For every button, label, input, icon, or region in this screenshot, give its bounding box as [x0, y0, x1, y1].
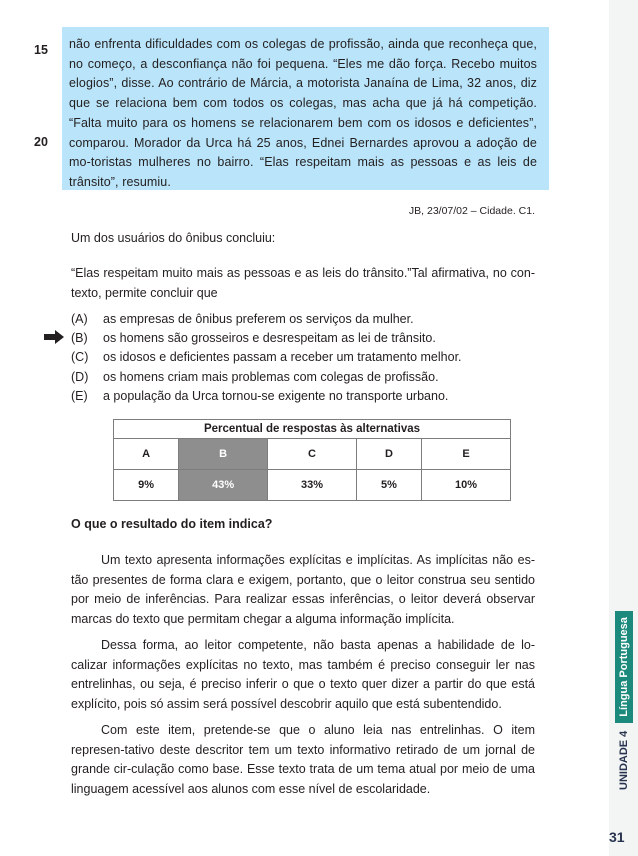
results-value-b: 43% [179, 470, 268, 501]
results-header-b: B [179, 439, 268, 470]
passage-text: não enfrenta dificuldades com os colegas de profissão, ainda que reconheça que, no começo, a desconfiança não foi pequena. “Eles me dão força. Recebo muitos elogios”, disse. Ao contrário de Márcia, a motorista Janaína de Lima, 32 anos, diz que se relaciona bem com todos os colegas, mas acha que já há competição. “Falta muito para os homens se relacionarem bem com os idosos e deficientes”, comparou. Morador da Urca há 25 anos, Ednei Bernardes aprovou a adoção de mo-toristas mulheres no bairro. “Elas respeitam mais as pessoas e as leis de trânsito”, resumiu. [69, 37, 537, 189]
alternatives-list [71, 310, 541, 406]
results-value-c: 33% [268, 470, 357, 501]
alternative-letter: (D) [71, 369, 89, 384]
alternative-text: a população da Urca tornou-se exigente no transporte urbano. [103, 388, 449, 403]
results-value-a: 9% [114, 470, 179, 501]
alternative-letter: (B) [71, 331, 88, 346]
results-header-a: A [114, 439, 179, 470]
question-statement: “Elas respeitam muito mais as pessoas e as leis do trânsito.”Tal afirmativa, no con-texto, permite concluir que [71, 266, 535, 300]
alternative-text: os idosos e deficientes passam a receber um tratamento melhor. [103, 350, 462, 365]
results-table-title: Percentual de respostas às alternativas [114, 420, 511, 439]
alternative-c [71, 348, 541, 367]
analysis-paragraph-1: Um texto apresenta informações explícitas e implícitas. As implícitas não es-tão presentes de forma clara e exigem, portanto, que o leitor construa seu sentido por meio de inferências. Para realizar essas inferências, o leitor deverá observar marcas do texto que permitam chegar a alguma informação implícita. [71, 553, 535, 626]
results-value-d: 5% [356, 470, 421, 501]
alternative-b [71, 329, 541, 348]
alternative-text: as empresas de ônibus preferem os serviços da mulher. [103, 312, 414, 326]
results-header-e: E [422, 439, 511, 470]
alternative-letter: (A) [71, 312, 88, 326]
alternative-d [71, 368, 541, 387]
results-value-row [114, 470, 511, 501]
unit-label: UNIDADE 4 [618, 730, 630, 790]
results-header-c: C [268, 439, 357, 470]
line-number-15: 15 [34, 43, 48, 57]
passage-source: JB, 23/07/02 – Cidade. C1. [408, 205, 535, 217]
results-header-row [114, 439, 511, 470]
results-value-e: 10% [422, 470, 511, 501]
page-number: 31 [609, 829, 625, 845]
analysis-paragraph-3: Com este item, pretende-se que o aluno leia nas entrelinhas. O item represen-tativo deste descritor tem um texto informativo retirado de um jornal de grande cir-culação como base. Esse texto trata de um tema atual por meio de uma linguagem acessível aos alunos com esse nível de escolaridade. [71, 723, 535, 796]
alternative-text: os homens são grosseiros e desrespeitam as lei de trânsito. [103, 331, 436, 346]
line-number-20: 20 [34, 135, 48, 149]
alternative-e [71, 387, 541, 406]
passage-box [62, 27, 549, 190]
question-intro: Um dos usuários do ônibus concluiu: [71, 231, 276, 245]
side-label [615, 611, 633, 790]
alternative-a [71, 310, 541, 329]
alternative-text: os homens criam mais problemas com colegas de profissão. [103, 369, 439, 384]
results-header-d: D [356, 439, 421, 470]
analysis-heading: O que o resultado do item indica? [71, 517, 273, 531]
alternative-letter: (E) [71, 388, 88, 403]
alternative-letter: (C) [71, 350, 89, 365]
results-table [113, 419, 511, 501]
subject-label: Língua Portuguesa [615, 611, 633, 723]
arrow-right-icon [44, 330, 64, 344]
analysis-paragraph-2: Dessa forma, ao leitor competente, não basta apenas a habilidade de lo-calizar informações explícitas no texto, mas também é preciso conseguir ler nas entrelinhas, ou seja, é preciso inferir o que o texto quer dizer a partir do que está explícito, pois só assim será possível descobrir aquilo que está subentendido. [71, 638, 535, 711]
